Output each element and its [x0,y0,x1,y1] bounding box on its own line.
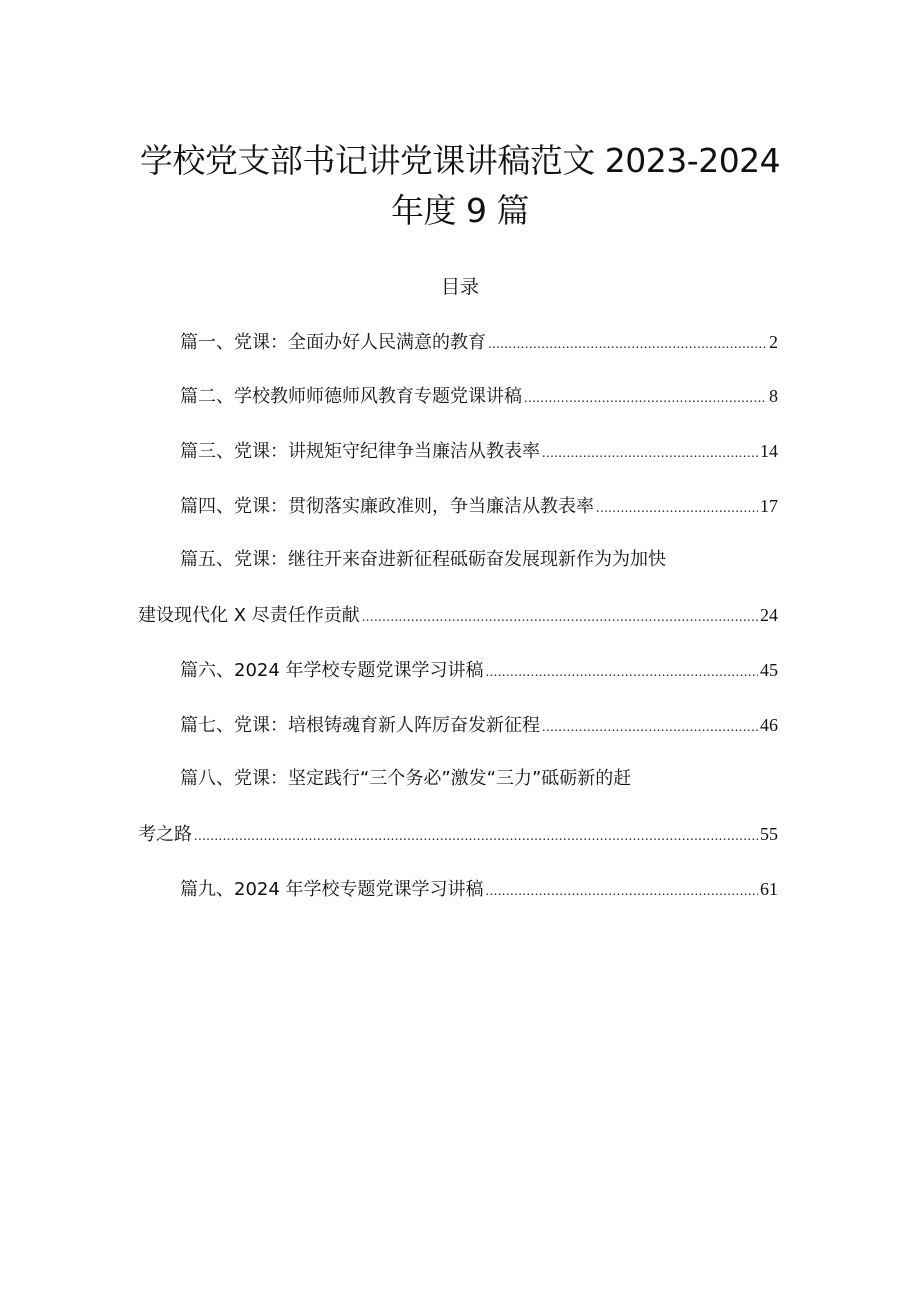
dot-leader [362,605,758,631]
toc-heading: 目录 [440,276,479,298]
toc-entry-label: 篇四、党课：贯彻落实廉政准则，争当廉洁从教表率 [180,496,594,517]
toc-entry-page-number: 8 [769,386,778,406]
toc-entry-page-number: 17 [760,496,778,516]
toc-entry-5-line-1[interactable]: 篇五、党课：继往开来奋进新征程砥砺奋发展现新作为为加快 [180,549,666,570]
toc-entry-6[interactable] [180,657,778,686]
dot-leader [542,715,758,741]
toc-entry-7[interactable] [180,712,778,741]
toc-entry-label: 建设现代化 X 尽责任作贡献 [138,605,360,626]
toc-entry-page-number: 2 [769,332,778,352]
toc-entry-page-number: 61 [760,879,778,899]
toc-entry-label: 篇七、党课：培根铸魂育新人阵厉奋发新征程 [180,715,540,736]
toc-entry-3[interactable] [180,438,778,467]
dot-leader [596,496,758,522]
toc-entry-label: 篇二、学校教师师德师风教育专题党课讲稿 [180,386,522,407]
toc-entry-4[interactable] [180,493,778,522]
dot-leader [524,386,767,412]
toc-entry-9[interactable] [180,876,778,905]
toc-entry-page-number: 55 [760,824,778,844]
toc-entry-label: 篇一、党课：全面办好人民满意的教育 [180,332,486,353]
dot-leader [194,824,758,850]
dot-leader [542,441,758,467]
toc-entry-8-line-2[interactable] [138,821,778,850]
document-title-line-2: 年度 9 篇 [391,191,529,230]
dot-leader [488,332,767,358]
document-title-line-1: 学校党支部书记讲党课讲稿范文 2023-2024 [139,141,781,180]
dot-leader [486,660,758,686]
toc-entry-2[interactable] [180,383,778,412]
toc-entry-label: 考之路 [138,824,192,845]
dot-leader [486,879,758,905]
toc-entry-label: 篇九、2024 年学校专题党课学习讲稿 [180,879,484,900]
toc-entry-label: 篇三、党课：讲规矩守纪律争当廉洁从教表率 [180,441,540,462]
toc-entry-label: 篇六、2024 年学校专题党课学习讲稿 [180,660,484,681]
toc-entry-page-number: 46 [760,715,778,735]
toc-entry-1[interactable] [180,329,778,358]
toc-entry-5-line-2[interactable] [138,602,778,631]
toc-entry-8-line-1[interactable]: 篇八、党课：坚定践行“三个务必”激发“三力”砥砺新的赶 [180,768,632,789]
toc-entry-page-number: 14 [760,441,778,461]
toc-entry-page-number: 24 [760,605,778,625]
toc-entry-page-number: 45 [760,660,778,680]
